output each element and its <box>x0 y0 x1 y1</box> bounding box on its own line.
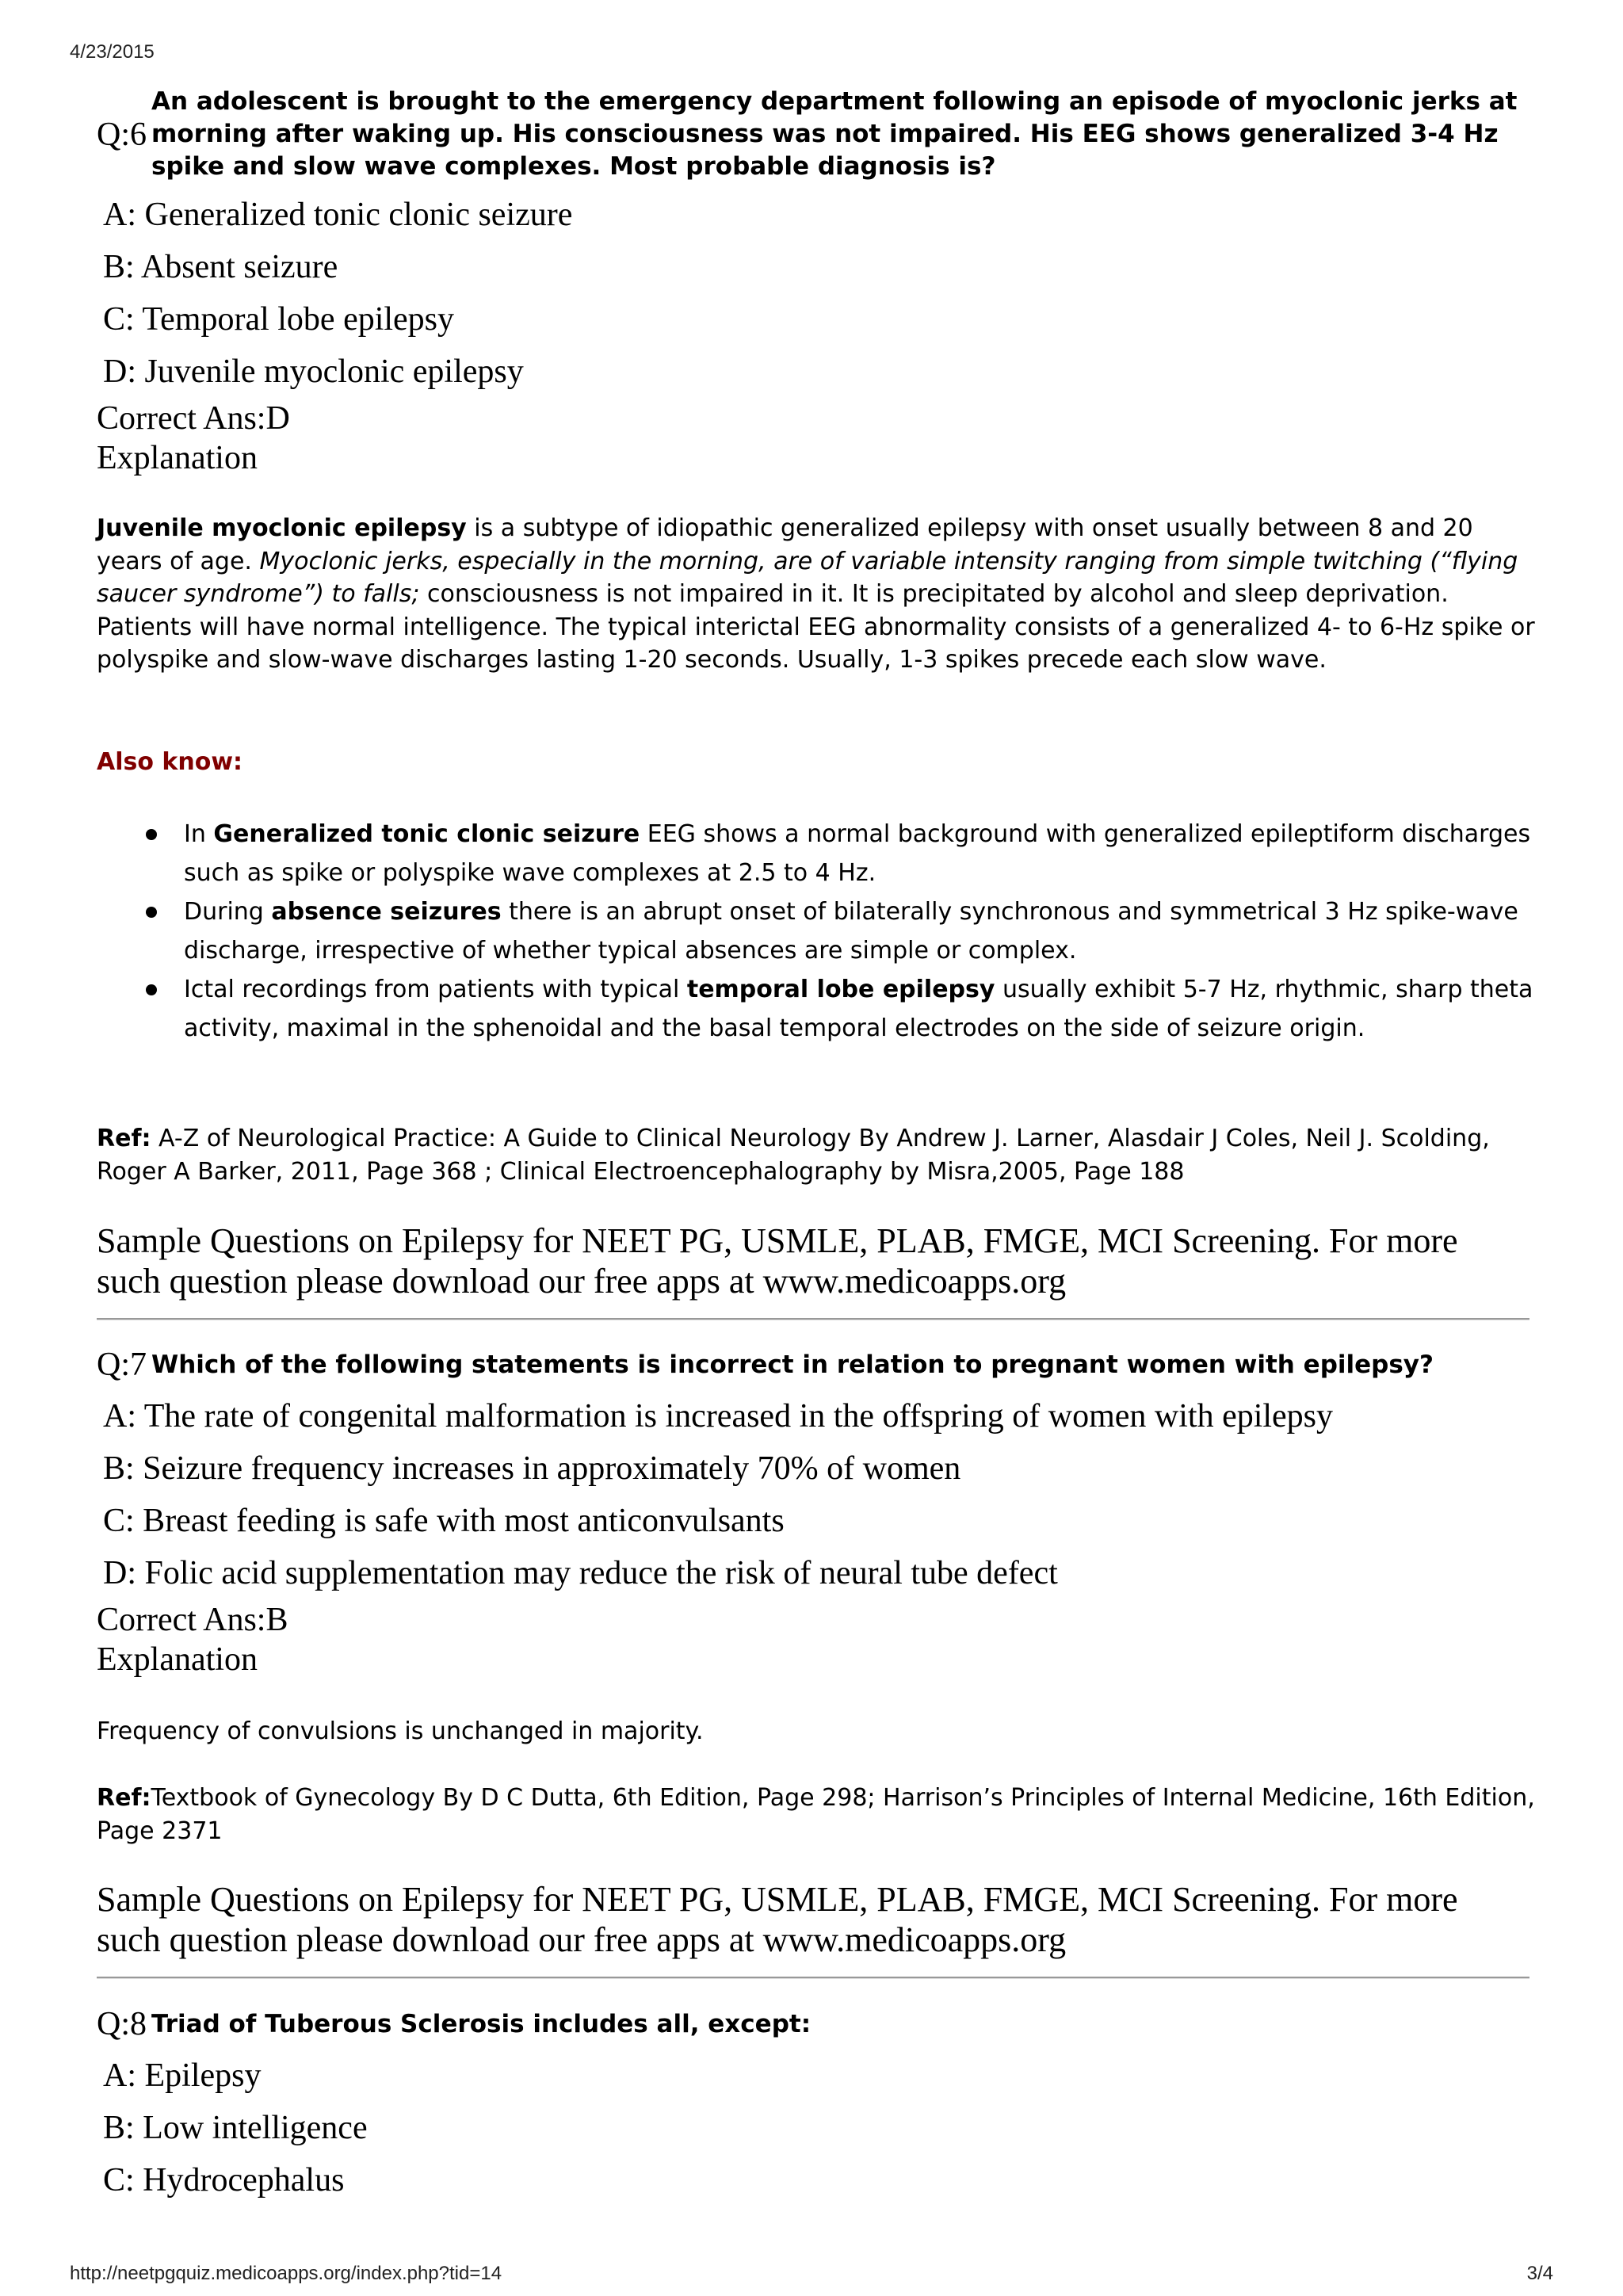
option-b: B: Seizure frequency increases in approximately 70% of women <box>103 1450 961 1487</box>
promo-text: Sample Questions on Epilepsy for NEET PG, USMLE, PLAB, FMGE, MCI Screening. For more such question please download our free apps at www.medicoapps.org <box>97 1221 1458 1301</box>
page-number: 3/4 <box>1526 2263 1553 2284</box>
list-item: Ictal recordings from patients with typical temporal lobe epilepsy usually exhibit 5-7 Hz, rhythmic, sharp theta activity, maximal in the sphenoidal and the basal temporal electrodes on the side of seizure origin. <box>97 970 1539 1048</box>
question-number: Q:6 <box>97 116 147 153</box>
promo-text: Sample Questions on Epilepsy for NEET PG, USMLE, PLAB, FMGE, MCI Screening. For more such question please download our free apps at www.medicoapps.org <box>97 1880 1458 1959</box>
reference: Ref: A-Z of Neurological Practice: A Guide to Clinical Neurology By Andrew J. Larner, Alasdair J Coles, Neil J. Scolding, Roger A Barker, 2011, Page 368 ; Clinical Electroencephalography by Misra,2005, Page 188 <box>97 1125 1490 1186</box>
correct-answer: Correct Ans:D <box>97 400 290 437</box>
explanation-heading: Explanation <box>97 1641 258 1678</box>
option-a: A: Epilepsy <box>103 2057 262 2094</box>
term-juvenile-myoclonic-epilepsy: Juvenile myoclonic epilepsy <box>97 514 467 542</box>
list-item: During absence seizures there is an abrupt onset of bilaterally synchronous and symmetrical 3 Hz spike-wave discharge, irrespective of whether typical absences are simple or complex. <box>97 892 1539 970</box>
section-divider <box>97 1977 1529 1979</box>
print-date: 4/23/2015 <box>70 41 155 63</box>
option-b: B: Low intelligence <box>103 2110 368 2146</box>
also-know-list <box>97 815 1539 1048</box>
explanation-paragraph: Frequency of convulsions is unchanged in majority. <box>97 1717 704 1745</box>
question-number: Q:7 <box>97 1347 147 1383</box>
option-b: B: Absent seizure <box>103 249 338 285</box>
question-8 <box>97 2005 1539 2043</box>
list-item: In Generalized tonic clonic seizure EEG shows a normal background with generalized epileptiform discharges such as spike or polyspike wave complexes at 2.5 to 4 Hz. <box>97 815 1539 892</box>
option-c: C: Hydrocephalus <box>103 2162 345 2199</box>
explanation-paragraph: Juvenile myoclonic epilepsy is a subtype of idiopathic generalized epilepsy with onset usually between 8 and 20 years of age. Myoclonic jerks, especially in the morning, are of variable intensity ranging from simple twitching (“flying saucer syndrome”) to falls; consciousness is not impaired in it. It is precipitated by alcohol and sleep deprivation. Patients will have normal intelligence. The typical interictal EEG abnormality consists of a generalized 4- to 6-Hz spike or polyspike and slow-wave discharges lasting 1-20 seconds. Usually, 1-3 spikes precede each slow wave. <box>97 514 1535 674</box>
section-divider <box>97 1318 1529 1320</box>
question-number: Q:8 <box>97 2006 147 2042</box>
also-know-heading: Also know: <box>97 748 243 776</box>
question-6 <box>97 86 1539 183</box>
correct-answer: Correct Ans:B <box>97 1602 288 1638</box>
question-text: Triad of Tuberous Sclerosis includes all, except: <box>151 2009 812 2038</box>
footer-url: http://neetpgquiz.medicoapps.org/index.php?tid=14 <box>70 2263 502 2284</box>
reference: Ref:Textbook of Gynecology By D C Dutta, 6th Edition, Page 298; Harrison’s Principles of Internal Medicine, 16th Edition, Page 2371 <box>97 1784 1535 1845</box>
question-text: An adolescent is brought to the emergency department following an episode of myoclonic jerks at morning after waking up. His consciousness was not impaired. His EEG shows generalized 3-4 Hz spike and slow wave complexes. Most probable diagnosis is? <box>151 87 1518 181</box>
option-c: C: Breast feeding is safe with most anticonvulsants <box>103 1503 785 1539</box>
question-7 <box>97 1346 1539 1384</box>
option-a: A: The rate of congenital malformation is increased in the offspring of women with epilepsy <box>103 1398 1334 1435</box>
option-d: D: Juvenile myoclonic epilepsy <box>103 353 524 390</box>
explanation-heading: Explanation <box>97 440 258 476</box>
option-d: D: Folic acid supplementation may reduce the risk of neural tube defect <box>103 1555 1058 1591</box>
option-c: C: Temporal lobe epilepsy <box>103 301 455 338</box>
question-text: Which of the following statements is incorrect in relation to pregnant women with epilepsy? <box>151 1350 1434 1379</box>
option-a: A: Generalized tonic clonic seizure <box>103 197 573 233</box>
